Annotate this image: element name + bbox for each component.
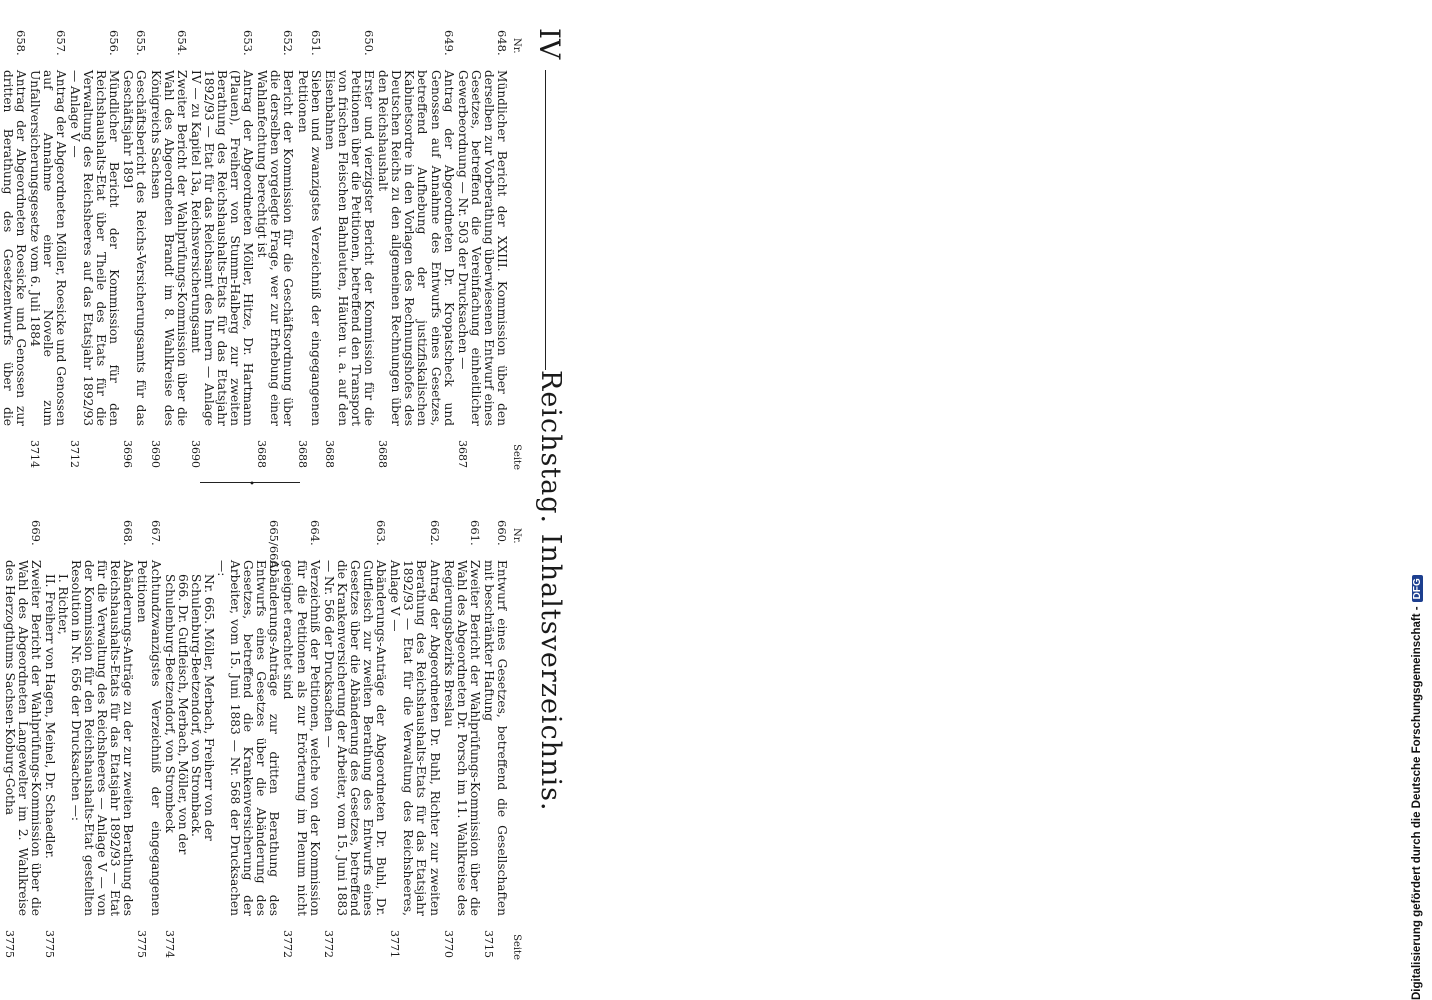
entry-title: Mündlicher Bericht der Kommission für den Reichshaushalts-Etat über Theile des Etats für die Verwaltung des Reichsheeres auf das Etatsjahr 1892/93 — Anlage V — <box>68 70 122 426</box>
entry-title: Abänderungs-Anträge zu der zur zweiten Berathung des Reichshaushalts-Etats für das Etatsjahr 1892/93 — Etat für die Verwaltung des Reichsheeres — Anlage V — von der Kommission für den Reichshaushalts-Etat gestellten Resolution in Nr. 656 der Drucksachen —: <box>69 560 136 916</box>
entry-number: 657. <box>53 30 68 56</box>
right-column <box>1 520 522 960</box>
entry-page: 3774 <box>162 930 176 958</box>
column-head <box>508 30 522 470</box>
number-label: Nr. <box>511 38 522 54</box>
toc-entry <box>296 30 322 470</box>
entry-title: Zweiter Bericht der Wahlprüfungs-Kommission über die Wahl des Abgeordneten Langewelter im 2. Wahlkreise des Herzogthums Sachsen-Koburg-Gotha <box>2 560 43 916</box>
toc-entry <box>376 30 455 470</box>
entry-page: 3688 <box>376 440 390 468</box>
entry-page: 3772 <box>281 930 295 958</box>
entry-number: 665/666. <box>267 520 282 572</box>
toc-entry <box>0 30 27 470</box>
entry-page: 3690 <box>188 440 202 468</box>
entry-page: 3688 <box>295 440 309 468</box>
toc-entry <box>442 520 481 960</box>
entry-title: Antrag der Abgeordneten Dr. Kropatscheck und Genossen auf Annahme des Entwurfs eines Gesetzes, betreffend Aufhebung der justizfiskalischen Kabinetsordre in den Vorlagen des Rechnungshofes des Deutschen Reichs zu den allgemeinen Rechnungen über den Reichshaushalt <box>376 70 456 426</box>
toc-entry <box>148 30 187 470</box>
entry-number: 655. <box>134 30 149 56</box>
entry-number: 664. <box>307 520 322 546</box>
entry-number: 662. <box>427 520 442 546</box>
entry-number: 652. <box>281 30 296 56</box>
entry-title: Antrag der Abgeordneten Dr. Buhl, Richter zur zweiten Berathung des Reichshaushalts-Etats für das Etatsjahr 1892/93 — Etat für die Verwaltung des Reichsheeres, Anlage V — <box>388 560 442 916</box>
entry-title: Achtundzwanzigstes Verzeichniß der eingegangenen Petitionen <box>135 560 163 916</box>
rotated-page <box>0 0 570 1000</box>
toc-entry <box>43 520 135 960</box>
entry-title: Mündlicher Bericht der XXIII. Kommission über den derselben zur Vorberathung überwiesenen Entwurf eines Gesetzes, betreffend die Vereinfachung einheitlicher Gewerbeordnung — Nr. 503 der Drucksachen — <box>455 70 509 426</box>
toc-entry <box>388 520 440 960</box>
entry-page: 3687 <box>455 440 469 468</box>
entry-page: 3775 <box>42 930 56 958</box>
toc-entry <box>456 30 508 470</box>
entry-title: Entwurf eines Gesetzes, betreffend die Gesellschaften mit beschränkter Haftung <box>481 560 509 916</box>
column-head <box>508 520 522 960</box>
entry-title: Bericht der Kommission für die Geschäftsordnung über die derselben vorgelegte Frage, wer zur Erhebung einer Wahlanfechtung berechtigt ist <box>255 70 296 426</box>
toc-entry <box>322 520 387 960</box>
entry-page: 3771 <box>388 930 402 958</box>
entry-number: 669. <box>28 520 43 546</box>
entry-number: 656. <box>107 30 122 56</box>
entry-number: 660. <box>495 520 509 546</box>
entry-number: 658. <box>13 30 28 56</box>
entry-page: 3690 <box>148 440 162 468</box>
entry-list-right <box>2 520 508 960</box>
entry-number: 648. <box>495 30 509 56</box>
entry-page: 3688 <box>322 440 336 468</box>
entry-page: 3775 <box>135 930 149 958</box>
entry-title: Abänderungs-Anträge der Abgeordneten Dr. Buhl, Dr. Gutfleisch zur zweiten Berathung des Entwurfs eines Gesetzes über die Abänderung des Gesetzes, betreffend die Krankenversicherung der Arbeiter, vom 15. Juni 1883 — Nr. 566 der Drucksachen — <box>321 560 389 916</box>
entry-number: 651. <box>308 30 323 56</box>
page-label: Seite <box>511 934 522 960</box>
header-rule <box>545 70 546 370</box>
entry-page: 3772 <box>321 930 335 958</box>
entry-title: Antrag der Abgeordneten Roesicke und Genossen zur dritten Berathung des Gesetzentwurfs über die <box>0 70 28 426</box>
entry-subitem: II. Freiherr von Hagen, Meinel, Dr. Schaedler. <box>42 574 57 859</box>
entry-number: 654. <box>174 30 189 56</box>
number-label: Nr. <box>511 528 522 544</box>
column-divider <box>200 480 300 486</box>
entry-title: Verzeichniß der Petitionen, welche von der Kommission für die Petitionen als zur Erörterung im Plenum nicht geeignet erachtet sind <box>281 560 322 916</box>
toc-entry <box>189 30 254 470</box>
footer-text: Digitalisierung gefördert durch die Deutsche Forschungsgemeinschaft - <box>1411 606 1423 1000</box>
entry-title: Antrag der Abgeordneten Möller, Roesicke und Genossen auf Annahme einer Novelle zum Unfallversicherungsgesetze vom 6. Juli 1884 <box>27 70 68 426</box>
entry-page: 3688 <box>255 440 269 468</box>
entry-title: Sieben und zwanzigstes Verzeichniß der eingegangenen Petitionen <box>295 70 323 426</box>
entry-title: Abänderungs-Anträge zur dritten Berathung des Entwurfs eines Gesetzes über die Abänderung des Gesetzes, betreffend die Krankenversicherung der Arbeiter, vom 15. Juni 1883 — Nr. 568 der Drucksachen —: <box>215 560 282 916</box>
toc-entry <box>135 520 161 960</box>
entry-subitem: 666. Dr. Gutfleisch, Merbach, Möller, von der Schulenburg-Beetzendorf, von Strombeck <box>162 574 190 855</box>
dfg-footer <box>1411 578 1429 1000</box>
entry-title: Geschäftsbericht des Reichs-Versicherungsamts für das Geschäftsjahr 1891 <box>121 70 149 426</box>
entry-page: 3770 <box>441 930 455 958</box>
entry-title: Erster und vierzigster Bericht der Kommission für die Petitionen über die Petitionen, betreffend den Transport von frischen Fleischen Bahnleuten, Häuten u. a. auf den Eisenbahnen <box>322 70 377 426</box>
entry-page: 3714 <box>27 440 41 468</box>
page-label: Seite <box>511 444 522 470</box>
page-header <box>526 0 566 1000</box>
toc-entry <box>68 30 120 470</box>
divider-ornament: • <box>245 480 256 486</box>
toc-entry <box>163 520 281 960</box>
entry-title: Zweiter Bericht der Wahlprüfungs-Kommission über die Wahl des Abgeordneten Dr. Porsch im 11. Wahlkreise des Regierungsbezirks Breslau <box>441 560 482 916</box>
entry-number: 663. <box>374 520 389 546</box>
toc-entry <box>255 30 294 470</box>
toc-entry <box>323 30 375 470</box>
entry-number: 661. <box>467 520 482 546</box>
entry-number: 668. <box>121 520 136 546</box>
toc-entry <box>121 30 147 470</box>
entry-title: Antrag der Abgeordneten Möller, Hitze, Dr. Hartmann (Plauen), Freiherr von Stumm-Halberg zur zweiten Berathung des Reichshaushalts-Etats für das Etatsjahr 1892/93 — Etat für das Reichsamt des Innern — Anlage IV — zu Kapitel 13a, Reichsversicherungsamt <box>188 70 256 426</box>
entry-subitem: Nr. 665. Möller, Merbach, Freiherr von der Schulenburg-Beetzendorf, von Stromback. <box>188 574 216 841</box>
entry-number: 667. <box>148 520 163 546</box>
entry-title: Zweiter Bericht der Wahlprüfungs-Kommission über die Wahl des Abgeordneten Brandt im 8. Wahlkreise des Königreichs Sachsen <box>148 70 189 426</box>
entry-number: 649. <box>441 30 456 56</box>
entry-subitem: I. Richter, <box>55 574 70 635</box>
entry-page: 3696 <box>121 440 135 468</box>
toc-entry <box>28 30 67 470</box>
entry-number: 653. <box>241 30 256 56</box>
entry-page: 3775 <box>2 930 16 958</box>
toc-entry <box>2 520 41 960</box>
page-title: Reichstag. Inhaltsverzeichnis. <box>535 370 566 812</box>
toc-entry <box>281 520 320 960</box>
page-number: IV <box>533 28 566 60</box>
dfg-logo: DFG <box>1412 575 1423 602</box>
entry-page: 3712 <box>68 440 81 468</box>
entry-list-left <box>0 30 508 470</box>
left-column <box>0 30 522 470</box>
toc-entry <box>482 520 508 960</box>
entry-number: 650. <box>362 30 377 56</box>
entry-page: 3715 <box>481 930 495 958</box>
